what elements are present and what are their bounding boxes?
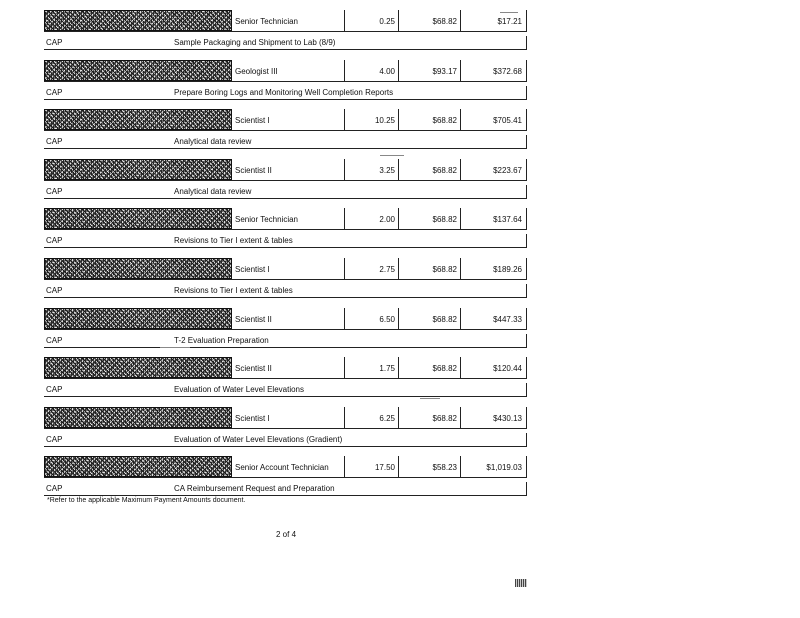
- table-row: [44, 60, 527, 110]
- fund-code: CAP: [46, 236, 63, 246]
- labor-line: [44, 109, 527, 131]
- table-row: [44, 109, 527, 159]
- table-row: [44, 357, 527, 407]
- hours-value: 6.50: [344, 308, 398, 329]
- rate-value: $68.82: [398, 308, 460, 329]
- fund-code: CAP: [46, 434, 63, 444]
- job-title: Scientist II: [235, 314, 272, 324]
- rate-value: $68.82: [398, 407, 460, 428]
- hours-value: 0.25: [344, 10, 398, 31]
- table-row: [44, 258, 527, 308]
- job-title: Scientist II: [235, 165, 272, 175]
- description-line: [44, 135, 527, 149]
- task-description: Sample Packaging and Shipment to Lab (8/9): [174, 38, 336, 47]
- amount-value: $372.68: [460, 60, 527, 81]
- task-description: Prepare Boring Logs and Monitoring Well Completion Reports: [174, 87, 394, 97]
- rate-value: $68.82: [398, 258, 460, 279]
- rate-value: $68.82: [398, 208, 460, 229]
- rate-value: $68.82: [398, 357, 460, 378]
- redacted-employee-name: [44, 208, 232, 229]
- rate-value: $93.17: [398, 60, 460, 81]
- amount-value: $137.64: [460, 208, 527, 229]
- task-description: CA Reimbursement Request and Preparation: [174, 484, 335, 494]
- hours-value: 1.75: [344, 357, 398, 378]
- labor-line: [44, 60, 527, 82]
- redacted-employee-name: [44, 109, 232, 130]
- footnote: *Refer to the applicable Maximum Payment Amounts document.: [47, 497, 246, 504]
- labor-line: [44, 407, 527, 429]
- table-row: [44, 308, 527, 358]
- redacted-employee-name: [44, 308, 232, 329]
- redacted-employee-name: [44, 456, 232, 477]
- task-description: Revisions to Tier I extent & tables: [174, 285, 293, 295]
- labor-line: [44, 159, 527, 181]
- redacted-employee-name: [44, 407, 232, 428]
- fund-code: CAP: [46, 38, 63, 47]
- task-description: Revisions to Tier I extent & tables: [174, 236, 293, 246]
- redacted-employee-name: [44, 10, 232, 31]
- task-description: Evaluation of Water Level Elevations (Gradient): [174, 434, 343, 444]
- amount-value: $17.21: [460, 10, 527, 31]
- amount-value: $189.26: [460, 258, 527, 279]
- description-line: [44, 383, 527, 397]
- job-title: Geologist III: [235, 66, 278, 76]
- scan-speck: [160, 347, 190, 348]
- page-number: 2 of 4: [276, 530, 297, 539]
- labor-line: [44, 208, 527, 230]
- labor-line: [44, 258, 527, 280]
- description-line: [44, 36, 527, 50]
- job-title: Senior Technician: [235, 17, 299, 26]
- fund-code: CAP: [46, 137, 63, 147]
- fund-code: CAP: [46, 385, 63, 395]
- amount-value: $430.13: [460, 407, 527, 428]
- redacted-employee-name: [44, 159, 232, 180]
- job-title: Scientist II: [235, 364, 272, 374]
- rate-value: $58.23: [398, 456, 460, 477]
- amount-value: $120.44: [460, 357, 527, 378]
- cost-table: [44, 10, 527, 506]
- rate-value: $68.82: [398, 10, 460, 31]
- hours-value: 4.00: [344, 60, 398, 81]
- description-line: [44, 284, 527, 298]
- job-title: Senior Account Technician: [235, 463, 329, 473]
- hours-value: 10.25: [344, 109, 398, 130]
- labor-line: [44, 308, 527, 330]
- job-title: Senior Technician: [235, 215, 299, 225]
- fund-code: CAP: [46, 186, 63, 196]
- fund-code: CAP: [46, 335, 63, 345]
- scan-speck: [380, 155, 404, 156]
- description-line: [44, 86, 527, 100]
- scan-speck: [500, 12, 518, 13]
- rate-value: $68.82: [398, 109, 460, 130]
- job-title: Scientist I: [235, 413, 270, 423]
- hours-value: 17.50: [344, 456, 398, 477]
- table-row: [44, 10, 527, 60]
- task-description: Analytical data review: [174, 137, 252, 147]
- task-description: Evaluation of Water Level Elevations: [174, 385, 304, 395]
- description-line: [44, 433, 527, 447]
- task-description: T-2 Evaluation Preparation: [174, 335, 269, 345]
- amount-value: $447.33: [460, 308, 527, 329]
- table-row: [44, 407, 527, 457]
- labor-line: [44, 10, 527, 32]
- fund-code: CAP: [46, 484, 63, 494]
- description-line: [44, 234, 527, 248]
- hours-value: 2.00: [344, 208, 398, 229]
- labor-line: [44, 357, 527, 379]
- description-line: [44, 185, 527, 199]
- scan-artifact: [515, 579, 527, 587]
- redacted-employee-name: [44, 258, 232, 279]
- hours-value: 3.25: [344, 159, 398, 180]
- job-title: Scientist I: [235, 116, 270, 126]
- job-title: Scientist I: [235, 264, 270, 274]
- description-line: [44, 334, 527, 348]
- labor-line: [44, 456, 527, 478]
- table-row: [44, 208, 527, 258]
- table-row: [44, 159, 527, 209]
- scan-speck: [420, 398, 440, 399]
- amount-value: $705.41: [460, 109, 527, 130]
- amount-value: $223.67: [460, 159, 527, 180]
- hours-value: 6.25: [344, 407, 398, 428]
- fund-code: CAP: [46, 285, 63, 295]
- task-description: Analytical data review: [174, 186, 252, 196]
- redacted-employee-name: [44, 60, 232, 81]
- description-line: [44, 482, 527, 496]
- hours-value: 2.75: [344, 258, 398, 279]
- redacted-employee-name: [44, 357, 232, 378]
- amount-value: $1,019.03: [460, 456, 527, 477]
- rate-value: $68.82: [398, 159, 460, 180]
- fund-code: CAP: [46, 87, 63, 97]
